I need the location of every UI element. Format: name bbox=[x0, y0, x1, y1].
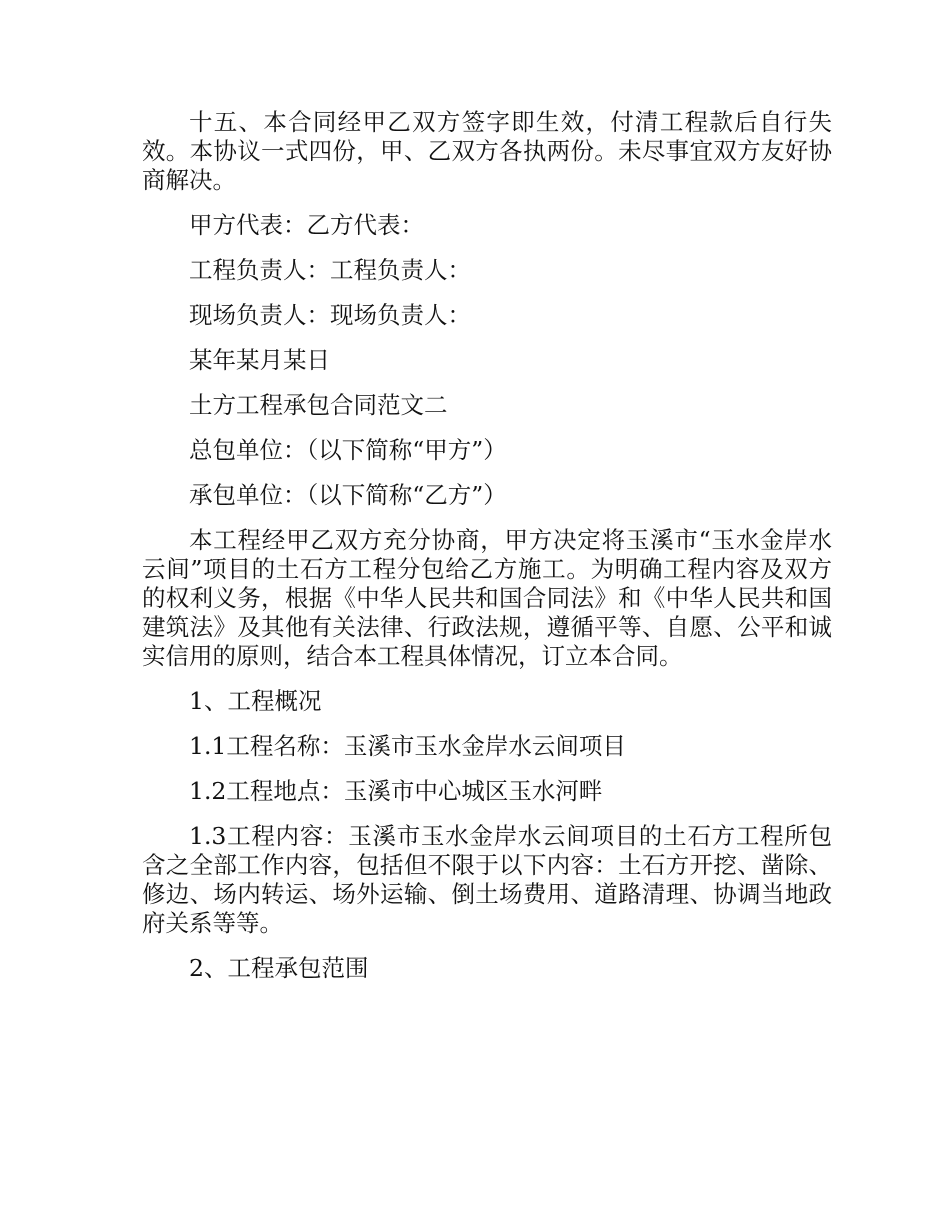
preamble-paragraph: 本工程经甲乙双方充分协商，甲方决定将玉溪市“玉水金岸水云间”项目的土石方工程分包给乙方施工。为明确工程内容及双方的权利义务，根据《中华人民共和国合同法》和《中华人民共和国建筑法》及其他有关法律、行政法规，遵循平等、自愿、公平和诚实信用的原则，结合本工程具体情况，订立本合同。 bbox=[142, 526, 832, 670]
project-location-line: 1.2工程地点：玉溪市中心城区玉水河畔 bbox=[189, 777, 603, 805]
section-title: 土方工程承包合同范文二 bbox=[189, 391, 448, 419]
document-body bbox=[142, 108, 832, 983]
project-managers-line: 工程负责人：工程负责人： bbox=[189, 256, 471, 284]
party-representatives-line: 甲方代表：乙方代表： bbox=[189, 211, 424, 239]
clause-fifteen-paragraph: 十五、本合同经甲乙双方签字即生效，付清工程款后自行失效。本协议一式四份，甲、乙双方各执两份。未尽事宜双方友好协商解决。 bbox=[142, 108, 832, 194]
heading-contract-scope: 2、工程承包范围 bbox=[189, 954, 369, 982]
date-line: 某年某月某日 bbox=[189, 346, 330, 374]
subcontractor-line: 承包单位：（以下简称“乙方”） bbox=[189, 481, 507, 509]
project-content-paragraph: 1.3工程内容：玉溪市玉水金岸水云间项目的土石方工程所包含之全部工作内容，包括但不限于以下内容：土石方开挖、凿除、修边、场内转运、场外运输、倒土场费用、道路清理、协调当地政府关系等等。 bbox=[142, 822, 832, 937]
project-name-line: 1.1工程名称：玉溪市玉水金岸水云间项目 bbox=[189, 732, 626, 760]
site-managers-line: 现场负责人：现场负责人： bbox=[189, 301, 471, 329]
heading-project-overview: 1、工程概况 bbox=[189, 687, 322, 715]
general-contractor-line: 总包单位：（以下简称“甲方”） bbox=[189, 436, 507, 464]
